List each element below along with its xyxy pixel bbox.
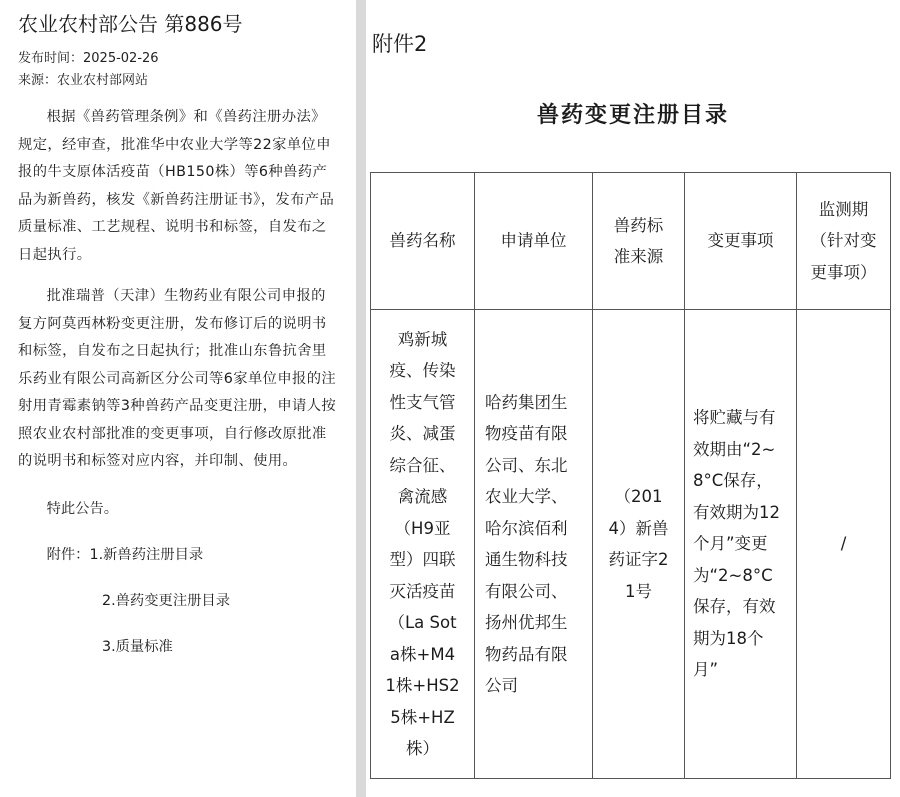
source: 来源：农业农村部网站 bbox=[18, 73, 149, 88]
publish-time: 发布时间：2025-02-26 bbox=[18, 51, 159, 66]
attachment-1-link[interactable]: 附件：1.新兽药注册目录 bbox=[46, 546, 204, 563]
table-row bbox=[371, 310, 891, 779]
cell-drug-name: 鸡新城疫、传染性支气管炎、减蛋综合征、禽流感（H9亚型）四联灭活疫苗（La Sota株+M41株+HS25株+HZ株） bbox=[371, 310, 475, 779]
closing-text: 特此公告。 bbox=[46, 500, 119, 517]
header-monitoring: 监测期（针对变更事项） bbox=[797, 173, 891, 310]
table-header-row bbox=[371, 173, 891, 310]
header-standard-source: 兽药标准来源 bbox=[593, 173, 685, 310]
header-drug-name: 兽药名称 bbox=[371, 173, 475, 310]
paragraph-1: 根据《兽药管理条例》和《兽药注册办法》规定，经审查，批准华中农业大学等22家单位申报的牛支原体活疫苗（HB150株）等6种兽药产品为新兽药，核发《新兽药注册证书》，发布产品质量标准、工艺规程、说明书和标签，自发布之日起执行。 bbox=[18, 109, 335, 263]
registration-table bbox=[370, 172, 891, 779]
announcement-title: 农业农村部公告 第886号 bbox=[18, 12, 243, 36]
cell-standard-source: （2014）新兽药证字21号 bbox=[593, 310, 685, 779]
panel-divider bbox=[356, 0, 366, 797]
cell-applicant: 哈药集团生物疫苗有限公司、东北农业大学、哈尔滨佰利通生物科技有限公司、扬州优邦生物药品有限公司 bbox=[475, 310, 593, 779]
attachment-panel bbox=[366, 0, 900, 797]
attachment-label: 附件2 bbox=[372, 32, 428, 56]
announcement-panel bbox=[0, 0, 356, 797]
cell-change: 将贮藏与有效期由“2~8°C保存，有效期为12个月”变更为“2~8°C保存，有效期为18个月” bbox=[685, 310, 797, 779]
paragraph-2: 批准瑞普（天津）生物药业有限公司申报的复方阿莫西林粉变更注册，发布修订后的说明书和标签，自发布之日起执行；批准山东鲁抗舍里乐药业有限公司高新区分公司等6家单位申报的注射用青霉素钠等3种兽药产品变更注册，申请人按照农业农村部批准的变更事项，自行修改原批准的说明书和标签对应内容，并印制、使用。 bbox=[18, 288, 337, 469]
header-applicant: 申请单位 bbox=[475, 173, 593, 310]
attachment-2-link[interactable]: 2.兽药变更注册目录 bbox=[102, 592, 231, 609]
header-change: 变更事项 bbox=[685, 173, 797, 310]
attachment-3-link[interactable]: 3.质量标准 bbox=[102, 638, 173, 655]
attachment-title: 兽药变更注册目录 bbox=[536, 103, 729, 128]
cell-monitoring: / bbox=[797, 310, 891, 779]
